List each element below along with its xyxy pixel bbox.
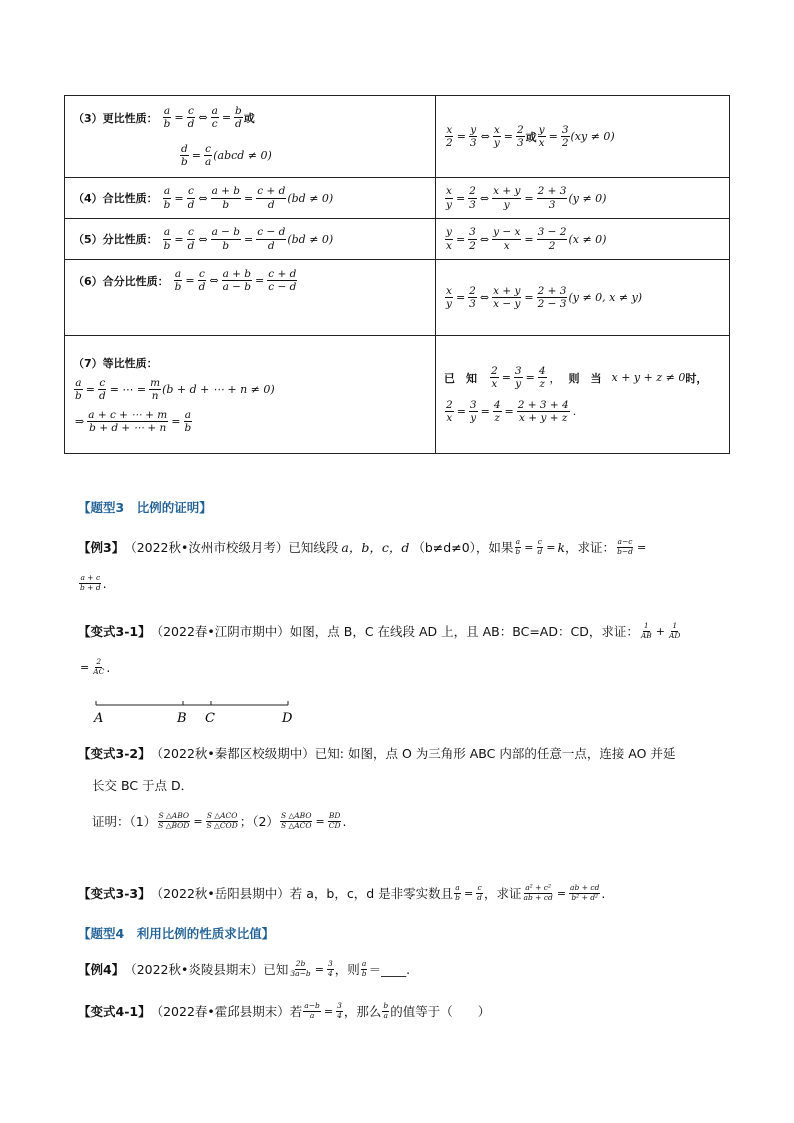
- ratio-properties-table: [64, 95, 730, 454]
- problem-source: （2022秋•炎陵县期末）: [124, 962, 264, 978]
- problem-text: 的值等于（ ）: [390, 1004, 491, 1020]
- problem-tag: 【例3】: [78, 540, 125, 556]
- problem-text: ，则: [334, 962, 360, 978]
- variant-3-1-continued: = $\frac{2}{AC}$ .: [80, 657, 111, 676]
- point-label-a: A: [94, 711, 104, 726]
- example-3: 【例3】 （2022秋•汝州市校级月考） 已知线段 a，b，c，d （b≠d≠0），如果 $\frac{a}{b}$ = $\frac{c}{d}$ = k ，求证： $\frac{a-c}{b-d}$ =: [78, 537, 647, 556]
- problem-source: （2022秋•秦都区校级期中）: [150, 746, 315, 761]
- problem-source: （2022春•江阴市期中）: [150, 624, 290, 640]
- table-row: [65, 178, 730, 219]
- period: .: [102, 575, 107, 591]
- when-word: 则 当: [568, 371, 602, 385]
- variant-3-2-line2: 长交 BC 于点 D．: [92, 778, 194, 793]
- point-label-c: C: [205, 711, 215, 726]
- table-row: [65, 219, 730, 260]
- or-word: 或: [243, 111, 255, 125]
- period: .: [406, 961, 411, 977]
- problem-text: ，那么: [343, 1004, 382, 1020]
- problem-text: （b≠d≠0），如果: [412, 540, 514, 556]
- problem-source: （2022秋•岳阳县期中）: [150, 886, 290, 902]
- problem-text: 若: [289, 1004, 303, 1020]
- table-row: [65, 336, 730, 454]
- prove-label: 证明：（1）: [92, 814, 157, 830]
- problem-text: 已知: [263, 962, 289, 978]
- table-cell: （4）合比性质： $\frac{a}{b}$ = $\frac{c}{d}$ ⇔ $\frac{a + b}{b}$ = $\frac{c + d}{d}$ (bd ≠ 0): [65, 178, 436, 219]
- table-cell: $\frac{x}{y}$ = $\frac{2}{3}$ ⇔ $\frac{x + y}{x - y}$ = $\frac{2 + 3}{2 - 3}$ (y ≠ 0, x ≠ y): [436, 260, 730, 336]
- or-word: 或: [525, 130, 537, 144]
- row-label: （7）等比性质：: [73, 357, 158, 371]
- equals-sign: ＝: [368, 962, 382, 978]
- table-row: [65, 260, 730, 336]
- table-cell: 已 知 $\frac{2}{x}$ = $\frac{3}{y}$ = $\frac{4}{z}$ ， 则 当 x + y + z ≠ 0 时， $\frac{2}{x}$ = $\frac{3}{y}$ = $\frac{4}{z}$ = $\frac{2 + 3 + 4}{x + y + z}$ .: [436, 336, 730, 454]
- table-row: [65, 96, 730, 178]
- problem-tag: 【例4】: [78, 962, 125, 978]
- section-heading-3: 【题型3 比例的证明】: [78, 500, 212, 515]
- problem-tag: 【变式3-3】: [78, 886, 151, 902]
- problem-text: 如图，点 B，C 在线段 AD 上，且 AB：BC=AD：CD，求证：: [289, 624, 639, 640]
- row-label: （5）分比性质：: [73, 233, 158, 246]
- problem-tag: 【变式3-1】: [78, 624, 151, 640]
- table-cell: $\frac{y}{x}$ = $\frac{3}{2}$ ⇔ $\frac{y - x}{x}$ = $\frac{3 - 2}{2}$ (x ≠ 0): [436, 219, 730, 260]
- problem-text: 已知线段: [288, 540, 339, 556]
- answer-blank: ____: [381, 961, 407, 977]
- segment-figure: [94, 700, 293, 726]
- problem-text: ，求证: [483, 886, 522, 902]
- variant-3-1: 【变式3-1】 （2022春•江阴市期中） 如图，点 B，C 在线段 AD 上，且 AB：BC=AD：CD，求证： $\frac{1}{AB}$ + $\frac{1}{AD}$: [78, 621, 681, 640]
- period: .: [601, 885, 606, 901]
- variant-3-2: [78, 744, 675, 762]
- problem-source: （2022春•霍邱县期末）: [150, 1004, 290, 1020]
- table-cell: （6）合分比性质： $\frac{a}{b}$ = $\frac{c}{d}$ ⇔ $\frac{a + b}{a - b}$ = $\frac{c + d}{c - d}$: [65, 260, 436, 336]
- table-cell: （5）分比性质： $\frac{a}{b}$ = $\frac{c}{d}$ ⇔ $\frac{a - b}{b}$ = $\frac{c - d}{d}$ (bd ≠ 0): [65, 219, 436, 260]
- time-word: 时，: [685, 371, 708, 385]
- problem-tag: 【变式3-2】: [78, 746, 151, 761]
- separator: ；（2）: [239, 814, 279, 830]
- section-heading-4: 【题型4 利用比例的性质求比值】: [78, 926, 275, 941]
- example-3-continued: $\frac{a + c}{b + d}$ .: [80, 573, 107, 592]
- table-cell: （7）等比性质： $\frac{a}{b}$ = $\frac{c}{d}$ = ⋯ = $\frac{m}{n}$ (b + d + ⋯ + n ≠ 0) ⇒ $\frac{a + c + \cdots + m}{b + d + \cdots + n}$ = $\frac{a}{b}$: [65, 336, 436, 454]
- problem-text: 若 a，b，c，d 是非零实数且: [289, 886, 454, 902]
- problem-text: 已知: 如图，点 O 为三角形 ABC 内部的任意一点，连接 AO 并延: [314, 746, 676, 761]
- period: .: [106, 659, 111, 675]
- problem-tag: 【变式4-1】: [78, 1004, 151, 1020]
- example-4: 【例4】 （2022秋•炎陵县期末） 已知 $\frac{2b}{3a-b}$ = $\frac{3}{4}$ ，则 $\frac{a}{b}$ ＝ ____ .: [78, 959, 411, 978]
- row-label: （6）合分比性质：: [73, 274, 169, 288]
- problem-vars: a，b，c，d: [341, 540, 410, 556]
- point-label-b: B: [177, 711, 187, 726]
- table-cell: （3）更比性质： $\frac{a}{b}$ = $\frac{c}{d}$ ⇔ $\frac{a}{c}$ = $\frac{b}{d}$ 或 $\frac{d}{b}$ = $\frac{c}{a}$ (abcd ≠ 0): [65, 96, 436, 178]
- period: .: [342, 813, 347, 829]
- variant-3-3: 【变式3-3】 （2022秋•岳阳县期中） 若 a，b，c，d 是非零实数且 $\frac{a}{b}$ = $\frac{c}{d}$ ，求证 $\frac{\text{a² + c²}}{ab + cd}$ = $\frac{ab + cd}{\text{b² + d²}}$ .: [78, 883, 606, 902]
- problem-text: ，求证：: [565, 540, 616, 556]
- row-label: （3）更比性质：: [73, 111, 158, 125]
- row-label: （4）合比性质：: [73, 192, 158, 205]
- table-cell: $\frac{x}{2}$ = $\frac{y}{3}$ ⇔ $\frac{x}{y}$ = $\frac{2}{3}$ 或 $\frac{y}{x}$ = $\frac{3}{2}$ (xy ≠ 0): [436, 96, 730, 178]
- variant-4-1: 【变式4-1】 （2022春•霍邱县期末） 若 $\frac{a-b}{a}$ = $\frac{3}{4}$ ，那么 $\frac{b}{a}$ 的值等于（ ）: [78, 1001, 491, 1020]
- table-cell: $\frac{x}{y}$ = $\frac{2}{3}$ ⇔ $\frac{x + y}{y}$ = $\frac{2 + 3}{3}$ (y ≠ 0): [436, 178, 730, 219]
- known-word: 已 知: [444, 371, 477, 385]
- variant-3-2-proof: 证明：（1） $\frac{\text{S △ABO}}{\text{S △BOD}}$ = $\frac{\text{S △ACO}}{\text{S △COD}}$ ；（2） $\frac{\text{S △ABO}}{\text{S △ACO}}$ = $\frac{BD}{CD}$ .: [92, 811, 347, 830]
- problem-source: （2022秋•汝州市校级月考）: [124, 540, 289, 556]
- point-label-d: D: [282, 711, 293, 726]
